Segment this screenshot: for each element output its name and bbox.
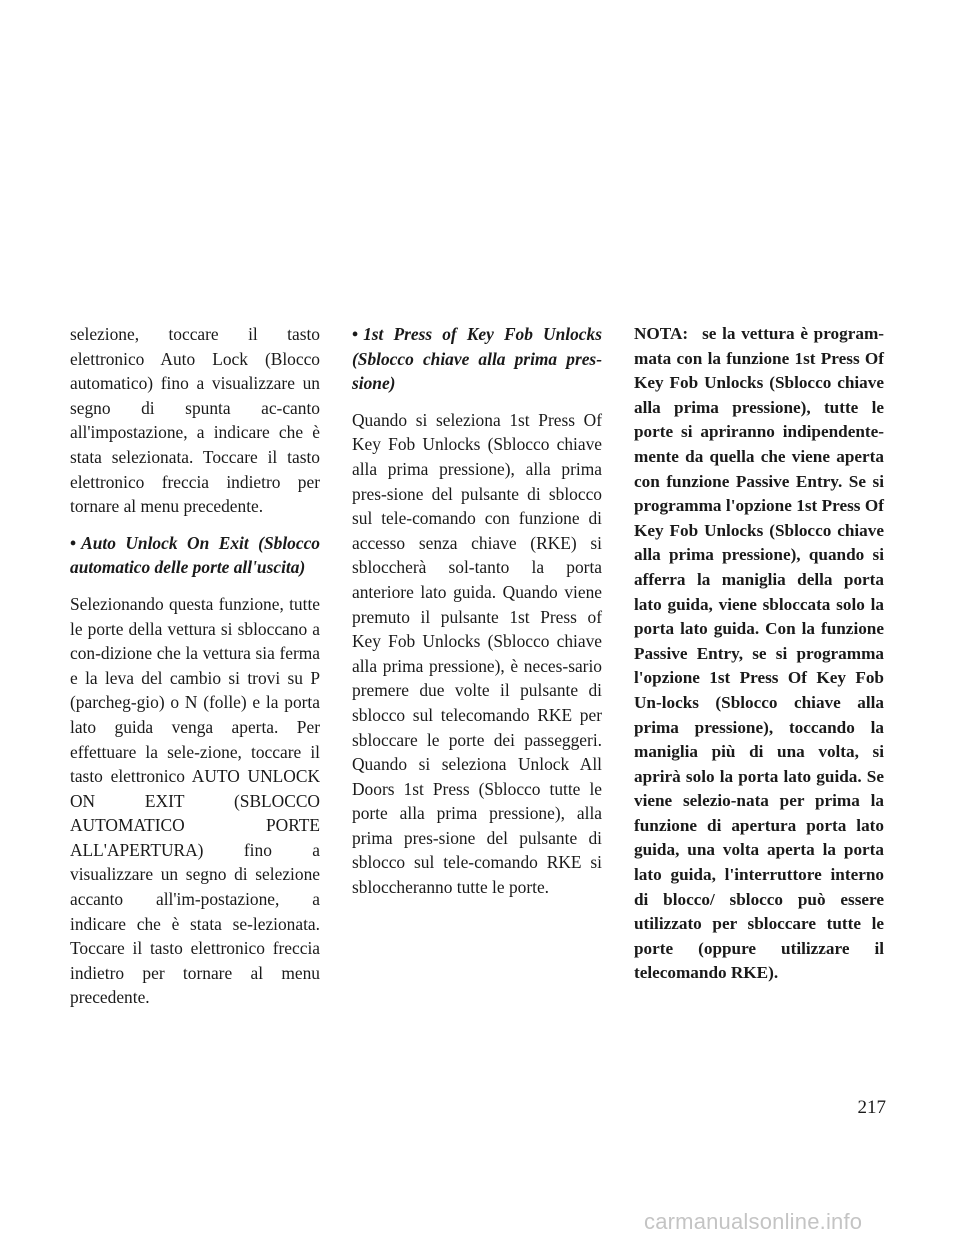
note-label: NOTA: [634, 324, 689, 343]
bullet-mark: • [352, 324, 359, 344]
note-block [634, 322, 884, 986]
note-text: se la vettura è program-mata con la funzione 1st Press Of Key Fob Unlocks (Sblocco chiave alla prima pressione), tutte le porte si apriranno indipendente-mente da quella che viene aperta con funzione Passive Entry. Se si programma l'opzione 1st Press Of Key Fob Unlocks (Sblocco chiave alla prima pressione), quando si afferra la maniglia della porta lato guida, viene sbloccata solo la porta lato guida. Con la funzione Passive Entry, se si programma l'opzione 1st Press Of Key Fob Un-locks (Sblocco chiave alla prima pressione), toccando la maniglia più di una volta, si aprirà solo la porta lato guida. Se viene selezio-nata per prima la funzione di apertura porta lato guida, una volta aperta la porta lato guida, l'interruttore interno di blocco/ sblocco può essere utilizzato per sbloccare tutte le porte (oppure utilizzare il telecomando RKE). [634, 324, 884, 983]
text-column-middle [352, 322, 602, 912]
bullet-title: Auto Unlock On Exit (Sblocco automatico delle porte all'uscita) [70, 532, 320, 578]
bullet-heading-key-fob [352, 322, 602, 396]
watermark: carmanualsonline.info [644, 1209, 863, 1234]
paragraph-auto-unlock: Selezionando questa funzione, tutte le porte della vettura si sbloccano a con-dizione che la vettura sia ferma e la leva del cambio si trovi su P (parcheg-gio) o N (folle) e la porta lato guida venga aperta. Per effettuare la sele-zione, toccare il tasto elettronico AUTO UNLOCK ON EXIT (SBLOCCO AUTOMATICO PORTE ALL'APERTURA) fino a visualizzare un segno di selezione accanto all'im-postazione, a indicare che è stata se-lezionata. Toccare il tasto elettronico freccia indietro per tornare al menu precedente. [70, 593, 320, 1008]
bullet-heading-auto-unlock [70, 531, 320, 580]
bullet-title: 1st Press of Key Fob Unlocks (Sblocco chiave alla prima pres-sione) [352, 324, 602, 394]
bullet-mark: • [70, 532, 77, 553]
paragraph-key-fob: Quando si seleziona 1st Press Of Key Fob Unlocks (Sblocco chiave alla prima pressione), alla prima pres-sione del pulsante di sblocco sul tele-comando con funzione di accesso senza chiave (RKE) si sbloccherà sol-tanto la porta anteriore lato guida. Quando viene premuto il pulsante 1st Press of Key Fob Unlocks (Sblocco chiave alla prima pressione), è neces-sario premere due volte il pulsante di sblocco sul telecomando RKE per sbloccare le porte dei passeggeri. Quando si seleziona Unlock All Doors 1st Press (Sblocco tutte le porte alla prima pressione), alla prima pres-sione del pulsante di sblocco sul tele-comando RKE si sbloccheranno tutte le porte. [352, 409, 602, 898]
text-column-right [634, 322, 884, 998]
text-column-left [70, 322, 320, 1022]
page-number: 217 [857, 1097, 886, 1118]
paragraph-auto-lock: selezione, toccare il tasto elettronico Auto Lock (Blocco automatico) fino a visualizzare un segno di spunta ac-canto all'impostazione, a indicare che è stata selezionata. Toccare il tasto elettronico freccia indietro per tornare al menu precedente. [70, 324, 320, 517]
